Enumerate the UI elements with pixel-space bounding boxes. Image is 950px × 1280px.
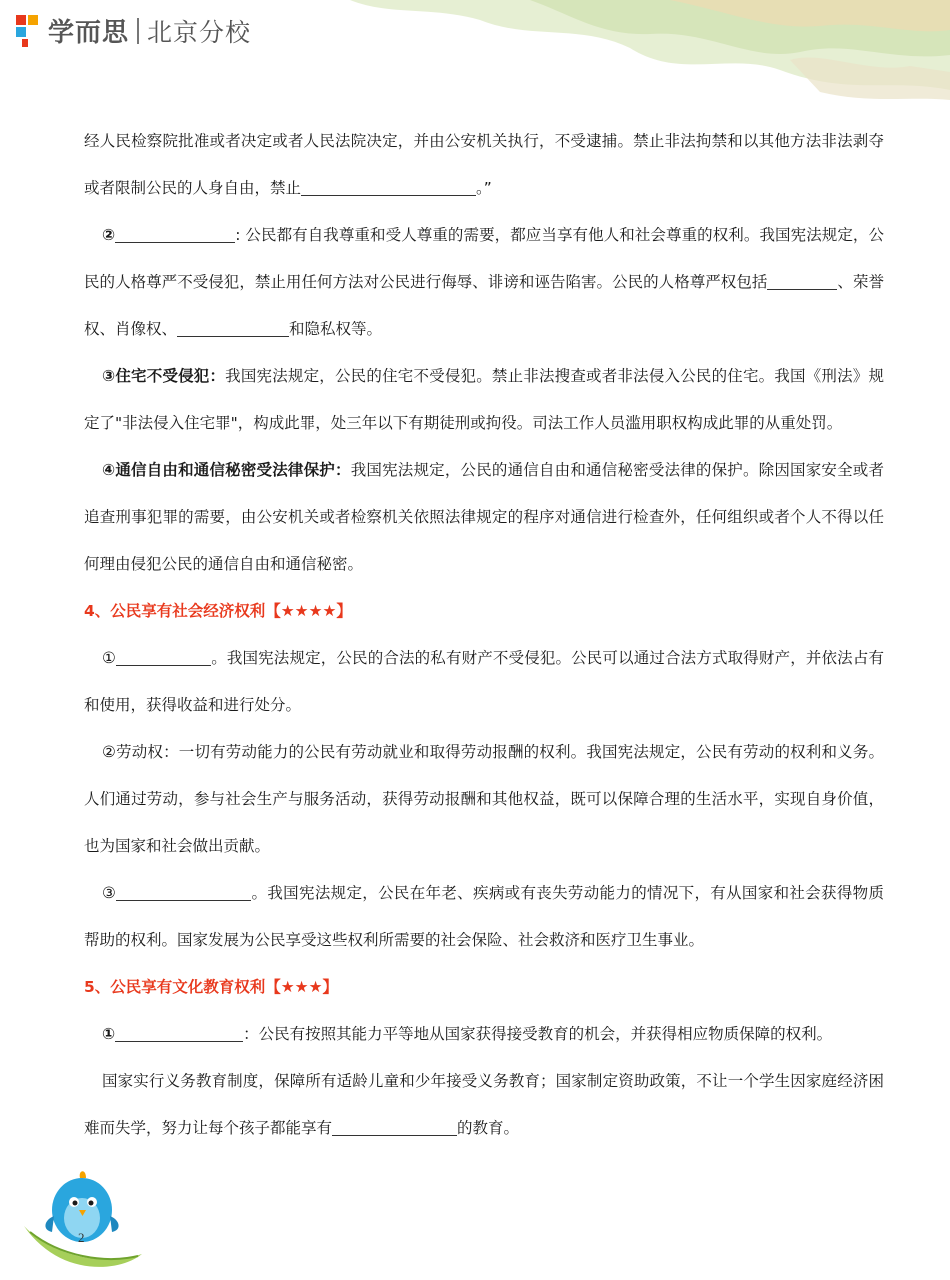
page-number: 2 bbox=[78, 1230, 85, 1245]
fill-blank bbox=[115, 227, 235, 244]
text: 。我国宪法规定，公民的合法的私有财产不受侵犯。公民可以通过合法方式取得财产，并依法占有和使用，获得收益和进行处分。 bbox=[84, 649, 884, 714]
text: 、荣誉权、肖像权、 bbox=[84, 273, 884, 338]
fill-blank bbox=[115, 1026, 243, 1043]
logo bbox=[12, 12, 251, 49]
fill-blank bbox=[116, 650, 211, 667]
text: 我国宪法规定，公民的住宅不受侵犯。禁止非法搜查或者非法侵入公民的住宅。我国《刑法》规定了"非法侵入住宅罪"，构成此罪，处三年以下有期徒刑或拘役。司法工作人员滥用职权构成此罪的从重处罚。 bbox=[84, 367, 884, 432]
fill-blank bbox=[332, 1120, 457, 1137]
page-header bbox=[0, 0, 950, 110]
text: 。我国宪法规定，公民在年老、疾病或有丧失劳动能力的情况下，有从国家和社会获得物质帮助的权利。国家发展为公民享受这些权利所需要的社会保险、社会救济和医疗卫生事业。 bbox=[84, 884, 884, 949]
item-number: ① bbox=[102, 1025, 116, 1043]
logo-mark-icon bbox=[12, 13, 42, 49]
logo-divider bbox=[137, 18, 139, 44]
section-heading-4: 4、公民享有社会经济权利【★★★★】 bbox=[84, 602, 352, 620]
item-title: ③住宅不受侵犯： bbox=[102, 367, 226, 385]
paragraph-correspondence bbox=[84, 447, 884, 588]
item-number: ② bbox=[102, 226, 116, 244]
text: 国家实行义务教育制度，保障所有适龄儿童和少年接受义务教育；国家制定资助政策，不让一个学生因家庭经济困难而失学，努力让每个孩子都能享有 bbox=[84, 1072, 884, 1137]
item-number: ① bbox=[102, 649, 117, 667]
document-body bbox=[84, 118, 884, 1152]
paragraph-compulsory-education bbox=[84, 1058, 884, 1152]
paragraph-residence bbox=[84, 353, 884, 447]
text: 经人民检察院批准或者决定或者人民法院决定，并由公安机关执行，不受逮捕。禁止非法拘禁和以其他方法非法剥夺或者限制公民的人身自由，禁止 bbox=[84, 132, 884, 197]
fill-blank bbox=[767, 274, 837, 291]
text: ：公民有按照其能力平等地从国家获得接受教育的机会，并获得相应物质保障的权利。 bbox=[243, 1025, 833, 1043]
paragraph-material-assistance bbox=[84, 870, 884, 964]
fill-blank bbox=[116, 885, 251, 902]
watercolor-decoration bbox=[350, 0, 950, 110]
text: 和隐私权等。 bbox=[289, 320, 383, 338]
logo-branch: 北京分校 bbox=[147, 17, 252, 47]
item-title: ④通信自由和通信秘密受法律保护： bbox=[102, 461, 351, 479]
text: 。” bbox=[476, 179, 492, 197]
mascot-bird-on-leaf bbox=[20, 1168, 145, 1280]
fill-blank bbox=[301, 180, 476, 197]
paragraph-personal-freedom bbox=[84, 118, 884, 212]
section-heading-5: 5、公民享有文化教育权利【★★★】 bbox=[84, 978, 338, 996]
text: 的教育。 bbox=[457, 1119, 520, 1137]
paragraph-property bbox=[84, 635, 884, 729]
paragraph-dignity bbox=[84, 212, 884, 353]
text: : 公民都有自我尊重和受人尊重的需要，都应当享有他人和社会尊重的权利。我国宪法规定，公民的人格尊严不受侵犯，禁止用任何方法对公民进行侮辱、诽谤和诬告陷害。公民的人格尊严权包括 bbox=[84, 226, 884, 291]
text: 我国宪法规定，公民的通信自由和通信秘密受法律的保护。除因国家安全或者追查刑事犯罪的需要，由公安机关或者检察机关依照法律规定的程序对通信进行检查外，任何组织或者个人不得以任何理由侵犯公民的通信自由和通信秘密。 bbox=[84, 461, 884, 573]
logo-brand: 学而思 bbox=[48, 18, 130, 48]
paragraph-labor: ②劳动权：一切有劳动能力的公民有劳动就业和取得劳动报酬的权利。我国宪法规定，公民有劳动的权利和义务。人们通过劳动，参与社会生产与服务活动，获得劳动报酬和其他权益，既可以保障合理的生活水平，实现自身价值，也为国家和社会做出贡献。 bbox=[84, 743, 884, 855]
fill-blank bbox=[177, 321, 289, 338]
item-number: ③ bbox=[102, 884, 117, 902]
paragraph-education-right bbox=[84, 1011, 884, 1058]
